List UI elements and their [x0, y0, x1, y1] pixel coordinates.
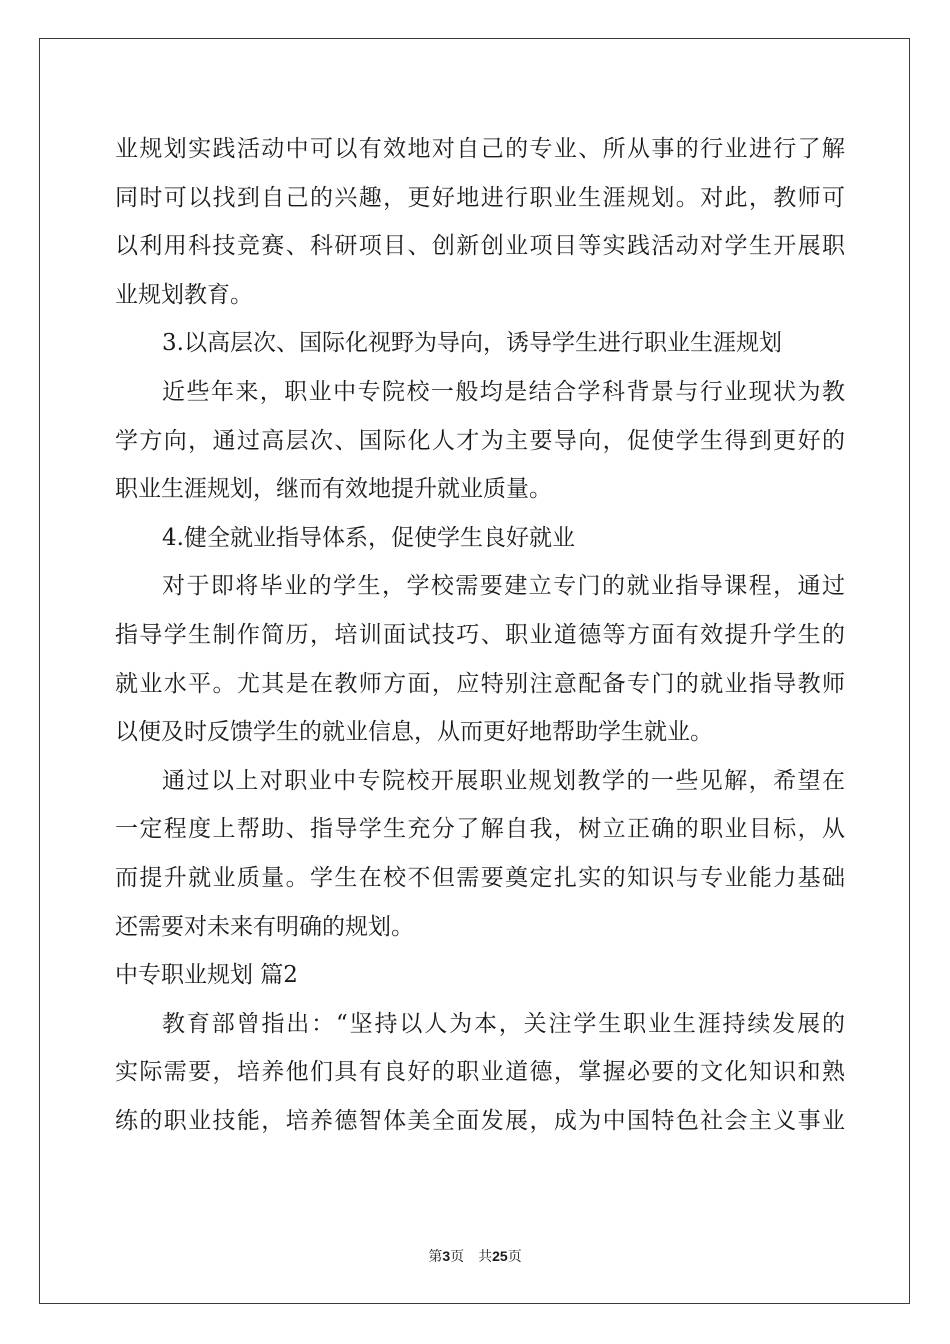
paragraph-line: 而提升就业质量。学生在校不但需要奠定扎实的知识与专业能力基础	[115, 864, 845, 891]
paragraph-line: 还需要对未来有明确的规划。	[115, 913, 414, 940]
article-title: 中专职业规划 篇2	[115, 962, 298, 989]
paragraph-line: 业规划实践活动中可以有效地对自己的专业、所从事的行业进行了解	[115, 136, 845, 162]
section-heading: 3.以高层次、国际化视野为导向，诱导学生进行职业生涯规划	[162, 330, 782, 357]
paragraph-line: 练的职业技能，培养德智体美全面发展，成为中国特色社会主义事业	[115, 1107, 845, 1134]
page-footer	[0, 1246, 950, 1266]
footer-total-suffix: 页	[507, 1249, 522, 1265]
paragraph-line: 同时可以找到自己的兴趣，更好地进行职业生涯规划。对此，教师可	[115, 184, 845, 211]
paragraph-line: 实际需要，培养他们具有良好的职业道德，掌握必要的文化知识和熟	[115, 1059, 845, 1086]
footer-total-prefix: 共	[478, 1249, 493, 1265]
paragraph-line: 近些年来，职业中专院校一般均是结合学科背景与行业现状为教	[162, 378, 845, 405]
paragraph-line: 指导学生制作简历，培训面试技巧、职业道德等方面有效提升学生的	[115, 621, 845, 648]
paragraph-line: 以便及时反馈学生的就业信息，从而更好地帮助学生就业。	[115, 719, 713, 746]
paragraph-line: 对于即将毕业的学生，学校需要建立专门的就业指导课程，通过	[162, 573, 845, 600]
paragraph-line: 教育部曾指出：“坚持以人为本，关注学生职业生涯持续发展的	[162, 1010, 845, 1037]
footer-total-pages: 25	[492, 1248, 508, 1264]
document-body	[115, 125, 845, 1145]
footer-page-prefix: 第	[428, 1249, 443, 1265]
footer-page-suffix: 页	[450, 1249, 465, 1265]
section-heading: 4.健全就业指导体系，促使学生良好就业	[162, 524, 575, 551]
footer-page-number: 3	[442, 1248, 451, 1264]
paragraph-line: 就业水平。尤其是在教师方面，应特别注意配备专门的就业指导教师	[115, 670, 845, 697]
paragraph-line: 职业生涯规划，继而有效地提升就业质量。	[115, 476, 552, 503]
paragraph-line: 一定程度上帮助、指导学生充分了解自我，树立正确的职业目标，从	[115, 816, 845, 843]
paragraph-line: 业规划教育。	[115, 281, 253, 308]
paragraph-line: 以利用科技竞赛、科研项目、创新创业项目等实践活动对学生开展职	[115, 233, 845, 260]
paragraph-line: 通过以上对职业中专院校开展职业规划教学的一些见解，希望在	[162, 767, 845, 794]
paragraph-line: 学方向，通过高层次、国际化人才为主要导向，促使学生得到更好的	[115, 427, 845, 454]
